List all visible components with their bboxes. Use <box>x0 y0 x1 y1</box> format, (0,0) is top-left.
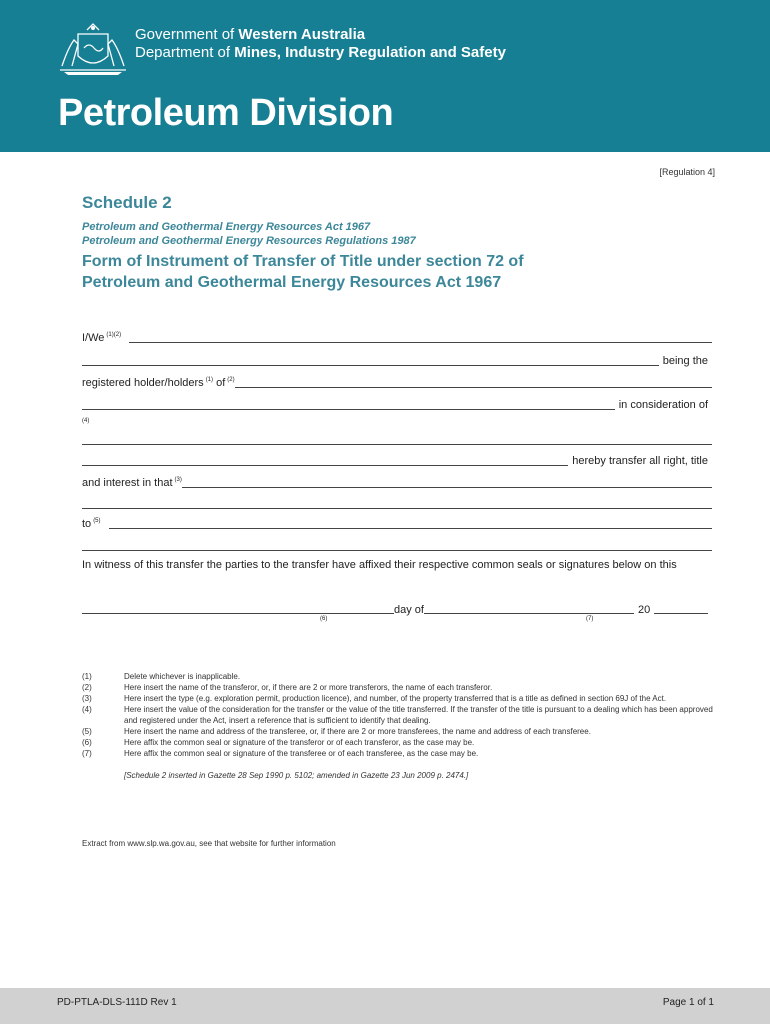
transferor-blank-line-2[interactable] <box>82 365 659 366</box>
transferee-signature-ref: (7) <box>586 616 594 622</box>
consideration-footnote-ref: (4) <box>82 418 90 424</box>
transferee-row <box>82 515 712 531</box>
act-title: Petroleum and Geothermal Energy Resources Act 1967 <box>82 221 371 233</box>
year-prefix-label: 20 <box>637 604 651 616</box>
transferee-blank-line-2[interactable] <box>82 550 712 551</box>
list-item: (3) Here insert the type (e.g. exploration permit, production licence), and number, of the property transferred that is a title as defined in section 69J of the Act. <box>82 694 667 703</box>
regulation-reference: [Regulation 4] <box>659 167 715 177</box>
day-of-label: day of <box>394 604 424 616</box>
holder-field-row <box>82 374 712 390</box>
extract-note: Extract from www.slp.wa.gov.au, see that website for further information <box>82 839 336 848</box>
interest-label: and interest in that $^{(3)}$ <box>82 477 182 489</box>
title-blank-line[interactable] <box>182 487 712 488</box>
department-name: Department of Mines, Industry Regulation and Safety <box>135 44 506 61</box>
transferor-field-row <box>82 329 712 345</box>
regulations-title: Petroleum and Geothermal Energy Resources Regulations 1987 <box>82 235 416 247</box>
footnotes-list <box>82 671 722 759</box>
title-blank-line-2[interactable] <box>82 508 712 509</box>
holder-blank-line-2[interactable] <box>82 409 615 410</box>
wa-coat-of-arms-logo <box>56 20 130 76</box>
transferor-continued-row <box>82 352 712 368</box>
interest-row <box>82 474 712 490</box>
gazette-note: [Schedule 2 inserted in Gazette 28 Sep 1990 p. 5102; amended in Gazette 23 Jun 2009 p. 2474.] <box>124 771 469 780</box>
witness-statement: In witness of this transfer the parties to the transfer have affixed their respective common seals or signatures below on this <box>82 559 677 571</box>
schedule-heading: Schedule 2 <box>82 193 172 212</box>
iwe-label: I/We $^{(1)(2)}$ <box>82 332 122 344</box>
list-item: (5) Here insert the name and address of the transferee, or, if there are 2 or more transferees, the name and address of each transferee. <box>82 727 591 736</box>
division-title: Petroleum Division <box>58 92 394 134</box>
consideration-row <box>82 396 712 412</box>
transferee-blank-line[interactable] <box>109 528 712 529</box>
being-the-label: being the <box>662 355 708 367</box>
day-blank-line[interactable] <box>82 613 394 614</box>
registered-holder-label: registered holder/holders $^{(1)}$ of $^{(2)}$ <box>82 377 235 389</box>
list-item: (4) Here insert the value of the consideration for the transfer or the value of the title transferred. If the transfer of the title is pursuant to a dealing which has been approved and registered under the Act, insert a reference that is sufficient to identify that dealing. <box>82 705 713 725</box>
page-number: Page 1 of 1 <box>662 997 714 1008</box>
transfer-statement-label: hereby transfer all right, title <box>572 455 708 467</box>
form-title-line-2: Petroleum and Geothermal Energy Resources Act 1967 <box>82 274 502 291</box>
holder-blank-line[interactable] <box>235 387 712 388</box>
transferor-blank-line[interactable] <box>129 342 712 343</box>
page-footer <box>0 988 770 1024</box>
list-item: (2) Here insert the name of the transferor, or, if there are 2 or more transferors, the name of each transferor. <box>82 683 493 692</box>
month-blank-line[interactable] <box>424 613 634 614</box>
consideration-blank-line[interactable] <box>82 444 712 445</box>
page-header <box>0 0 770 152</box>
title-field-row <box>82 495 712 511</box>
list-item: (7) Here affix the common seal or signature of the transferee or of each transferee, as the case may be. <box>82 749 479 758</box>
signature-date-row <box>82 602 708 616</box>
to-label: to $^{(5)}$ <box>82 518 101 530</box>
government-name: Government of Western Australia <box>135 26 366 43</box>
transferee-field-row <box>82 537 712 553</box>
transfer-row <box>82 452 712 468</box>
form-title <box>82 251 524 293</box>
consideration-blank-line-2[interactable] <box>82 465 568 466</box>
year-blank-line[interactable] <box>654 613 708 614</box>
consideration-label: in consideration of <box>618 399 708 411</box>
document-code: PD-PTLA-DLS-111D Rev 1 <box>57 997 177 1008</box>
consideration-field-row <box>82 431 712 447</box>
list-item: (1) Delete whichever is inapplicable. <box>82 672 241 681</box>
form-title-line-1: Form of Instrument of Transfer of Title under section 72 of <box>82 253 524 270</box>
list-item: (6) Here affix the common seal or signature of the transferor or of each transferor, as the case may be. <box>82 738 475 747</box>
transferor-signature-ref: (6) <box>320 616 328 622</box>
